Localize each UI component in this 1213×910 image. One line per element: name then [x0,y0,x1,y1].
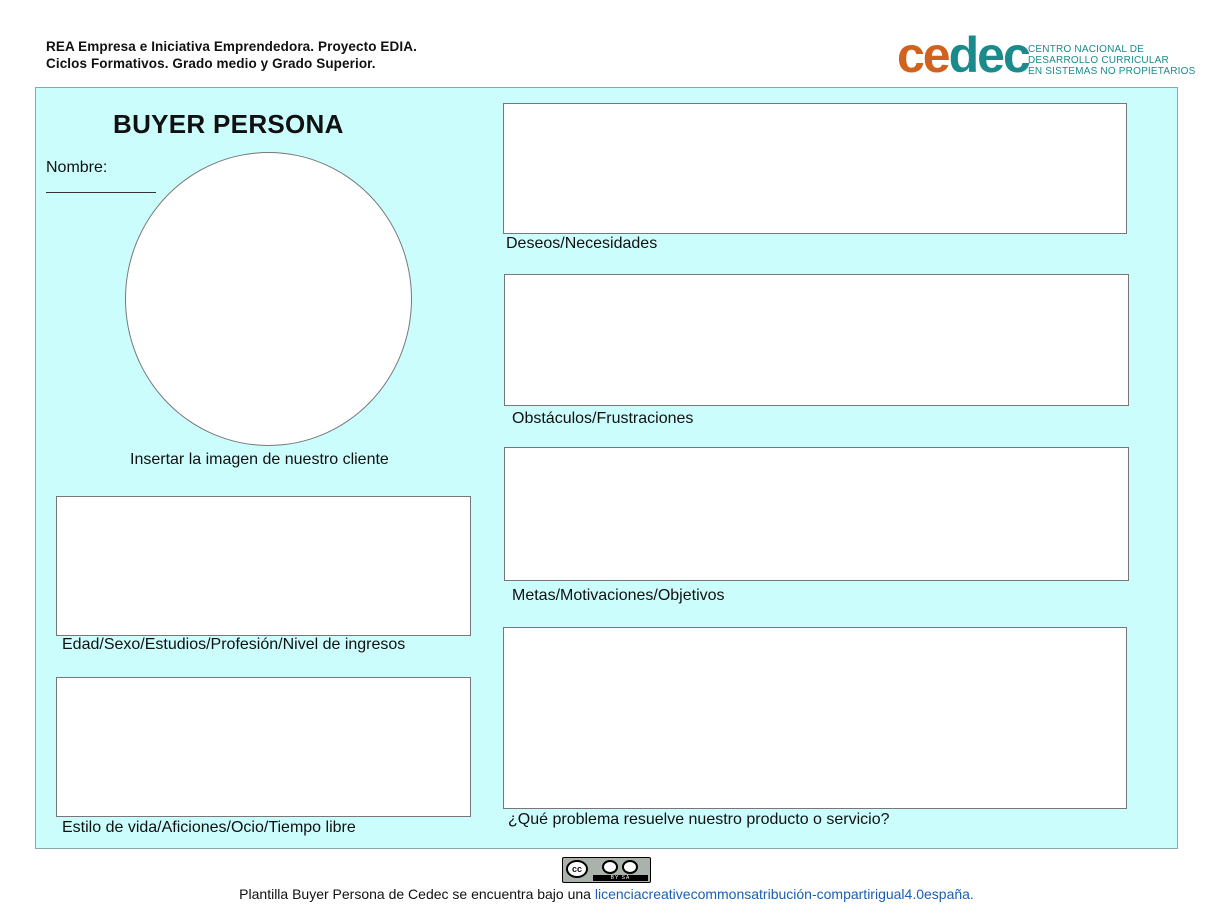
obstaculos-label: Obstáculos/Frustraciones [512,410,694,427]
license-link[interactable]: licenciacreativecommonsatribución-compartirigual4.0españa. [594,886,974,902]
logo-subtitle: CENTRO NACIONAL DE DESARROLLO CURRICULAR EN SISTEMAS NO PROPIETARIOS [1028,44,1196,77]
estilo-label: Estilo de vida/Aficiones/Ocio/Tiempo libre [62,819,356,836]
metas-label: Metas/Motivaciones/Objetivos [512,587,725,604]
nombre-input-line[interactable] [46,192,156,193]
license-strip: BY SA [593,875,648,881]
problema-label: ¿Qué problema resuelve nuestro producto o servicio? [508,811,890,828]
footer-text: Plantilla Buyer Persona de Cedec se encuentra bajo una [239,886,595,902]
by-icon [602,860,618,874]
edad-box[interactable] [56,496,471,636]
footer [0,886,1213,902]
edad-label: Edad/Sexo/Estudios/Profesión/Nivel de ingresos [62,636,406,653]
deseos-label: Deseos/Necesidades [506,235,658,252]
metas-box[interactable] [504,447,1129,581]
sa-icon [622,860,638,874]
logo-wordmark: cedec [897,27,1029,83]
cc-license-badge[interactable] [562,857,651,883]
problema-box[interactable] [503,627,1127,809]
header-line-2: Ciclos Formativos. Grado medio y Grado Superior. [46,56,376,71]
estilo-box[interactable] [56,677,471,817]
obstaculos-box[interactable] [504,274,1129,406]
deseos-box[interactable] [503,103,1127,234]
nombre-label: Nombre: [46,159,108,176]
header-line-1: REA Empresa e Iniciativa Emprendedora. Proyecto EDIA. [46,39,417,54]
page-title: BUYER PERSONA [113,109,344,139]
image-caption: Insertar la imagen de nuestro cliente [130,451,389,468]
cc-icon: cc [566,860,588,878]
client-image-placeholder[interactable] [125,152,412,446]
